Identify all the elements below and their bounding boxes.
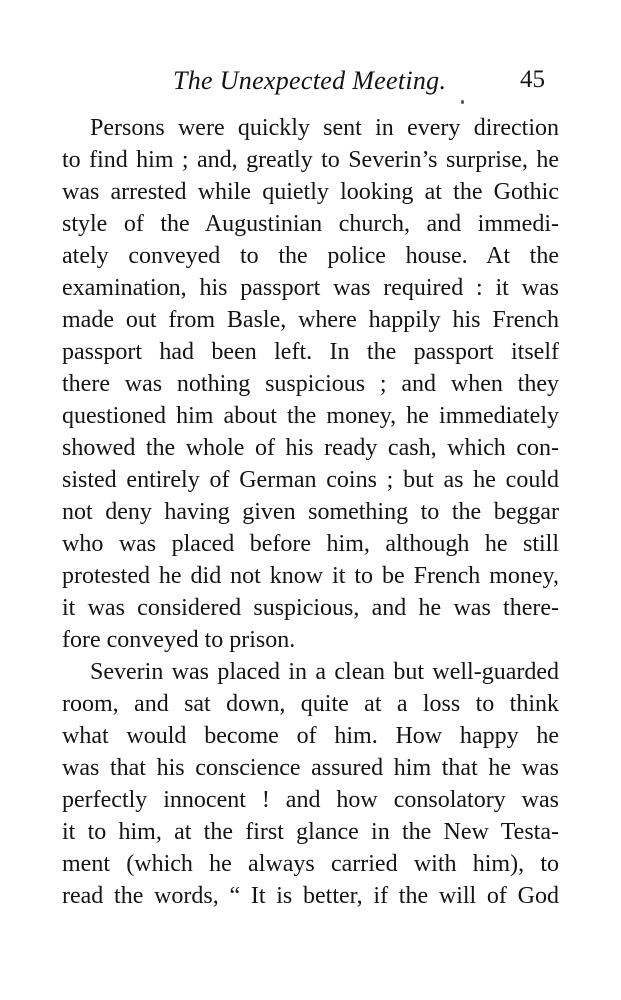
text-line: room, and sat down, quite at a loss to think: [62, 691, 559, 717]
text-line: there was nothing suspicious ; and when they: [62, 371, 559, 397]
text-line: who was placed before him, although he still: [62, 531, 559, 557]
text-line: Severin was placed in a clean but well-guarded: [90, 659, 559, 685]
text-line: fore conveyed to prison.: [62, 627, 296, 653]
text-line: Persons were quickly sent in every direction: [90, 115, 559, 141]
text-line: style of the Augustinian church, and immedi-: [62, 211, 559, 237]
text-line: perfectly innocent ! and how consolatory was: [62, 787, 559, 813]
text-line: showed the whole of his ready cash, which con-: [62, 435, 559, 461]
page-header: [0, 66, 621, 100]
text-line: not deny having given something to the beggar: [62, 499, 559, 525]
text-line: was that his conscience assured him that he was: [62, 755, 559, 781]
text-line: made out from Basle, where happily his French: [62, 307, 559, 333]
text-line: passport had been left. In the passport itself: [62, 339, 559, 365]
ink-speck: [461, 100, 464, 104]
page-number: 45: [520, 66, 545, 93]
text-line: ately conveyed to the police house. At the: [62, 243, 559, 269]
text-line: read the words, “ It is better, if the will of God: [62, 883, 559, 909]
text-line: it was considered suspicious, and he was there-: [62, 595, 559, 621]
text-line: to find him ; and, greatly to Severin’s surprise, he: [62, 147, 559, 173]
running-title: The Unexpected Meeting.: [173, 66, 447, 95]
text-line: protested he did not know it to be French money,: [62, 563, 559, 589]
text-line: examination, his passport was required : it was: [62, 275, 559, 301]
text-line: ment (which he always carried with him), to: [62, 851, 559, 877]
text-line: it to him, at the first glance in the New Testa-: [62, 819, 559, 845]
text-line: questioned him about the money, he immediately: [62, 403, 559, 429]
text-line: sisted entirely of German coins ; but as he could: [62, 467, 559, 493]
text-line: was arrested while quietly looking at the Gothic: [62, 179, 559, 205]
text-line: what would become of him. How happy he: [62, 723, 559, 749]
